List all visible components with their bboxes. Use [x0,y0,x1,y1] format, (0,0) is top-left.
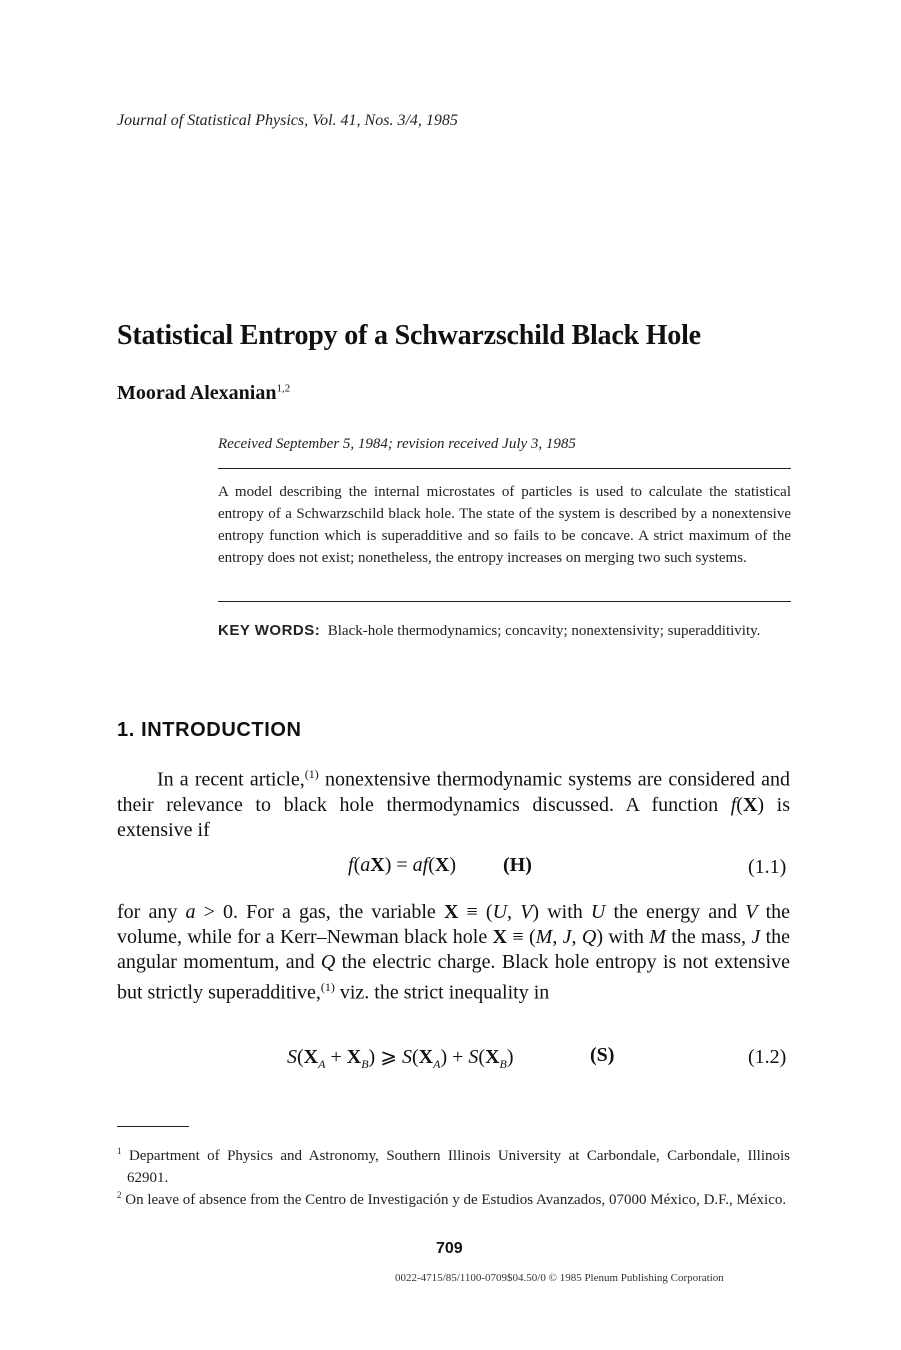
abstract-top-rule [218,468,791,469]
citation-ref: (1) [320,980,335,994]
author-name: Moorad Alexanian [117,382,277,404]
keywords-label: KEY WORDS: [218,622,321,639]
footnote-mark: 1 [117,1146,122,1156]
para2-text-j: viz. the strict inequality in [334,981,550,1004]
abstract-bottom-rule [218,601,791,602]
received-dates: Received September 5, 1984; revision received July 3, 1985 [218,436,576,452]
intro-paragraph-2: for any a > 0. For a gas, the variable X ≡ (U, V) with U the energy and V the volume, while for a Kerr–Newman black hole X ≡ (M, J, Q) with M the mass, J the angular momentum, and Q the electric charge. Black hole entropy is not extensive but strictly superadditive,$^{(1)}$ viz. the strict inequality in [117,901,791,1004]
para2-text-h: the angular momentum, and [117,926,791,973]
equation-1-2-label: (S) [590,1044,615,1066]
footnote-text: On leave of absence from the Centro de Investigación y de Estudios Avanzados, 07000 México, D.F., México. [125,1192,787,1208]
para2-text-e: the volume, while for a Kerr–Newman black hole [117,901,790,948]
para2-text-a: for any [117,901,186,923]
footnote-mark: 2 [117,1190,122,1200]
equation-1-2-number: (1.2) [748,1046,787,1068]
section-title: INTRODUCTION [141,719,302,741]
footnote-text: Department of Physics and Astronomy, Southern Illinois University at Carbondale, Carbondale, Illinois 62901. [127,1148,790,1186]
journal-citation: Journal of Statistical Physics, Vol. 41, Nos. 3/4, 1985 [117,112,458,129]
footnote-1 [117,1140,790,1189]
keywords-text: Black-hole thermodynamics; concavity; nonextensivity; superadditivity. [327,623,761,639]
para2-text-g: the mass, [665,926,752,948]
author-line [117,382,290,405]
equation-1-1: f(aX) = af(X) [348,854,456,876]
equation-1-2: $S(X_A + X_B)$ ⩾ $S(X_A) + S(X_B)$ [287,1046,514,1071]
para2-text-c: with [539,901,591,923]
para1-text-a: In a recent article, [157,768,305,791]
citation-ref: (1) [304,767,319,781]
author-affiliation-marks: 1,2 [276,382,291,395]
footnote-2 [117,1184,790,1211]
para2-text-b: . For a gas, the variable [233,901,444,923]
paper-title: Statistical Entropy of a Schwarzschild Black Hole [117,320,701,351]
intro-paragraph-1: In a recent article,$^{(1)}$ nonextensive thermodynamic systems are considered and their relevance to black hole thermodynamics discussed. A function f(X) is extensive if [117,767,790,841]
footnote-rule [117,1126,189,1127]
para2-text-f: with [603,926,650,948]
section-number: 1. [117,719,135,741]
equation-1-1-label: (H) [503,854,532,876]
para1-text-c: is extensive if [117,793,790,841]
abstract: A model describing the internal microstates of particles is used to calculate the statistical entropy of a Schwarzschild black hole. The state of the system is described by a nonextensive entropy function which is superadditive and so fails to be concave. A strict maximum of the entropy does not exist; nonetheless, the entropy increases on merging two such systems. [218,484,791,566]
page-number: 709 [436,1240,463,1257]
keywords [218,620,791,642]
para2-text-i: the electric charge. Black hole entropy is not extensive but strictly superadditive, [117,951,790,1004]
para1-text-b: nonextensive thermodynamic systems are considered and their relevance to black hole thermodynamics discussed. A function [117,768,790,816]
para2-text-d: the energy and [605,901,746,923]
section-heading [117,719,302,742]
copyright-line: 0022-4715/85/1100-0709$04.50/0 © 1985 Plenum Publishing Corporation [395,1272,724,1284]
equation-1-1-number: (1.1) [748,856,787,878]
